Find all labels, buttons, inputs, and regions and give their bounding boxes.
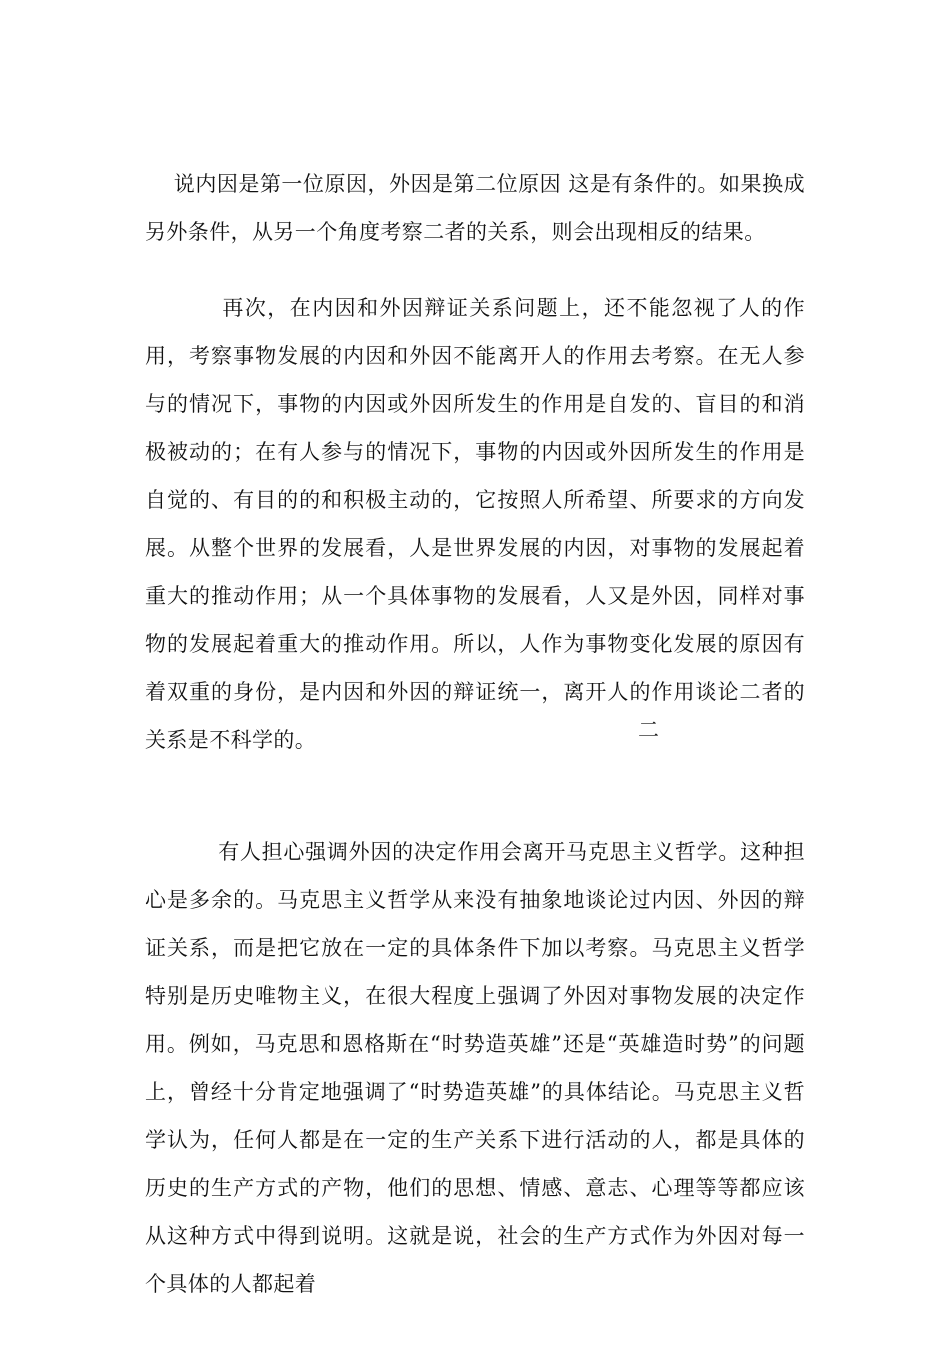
paragraph-text [175,840,219,864]
paragraph-text: 说内因是第一位原因，外因是第二位原因 这是有条件的。如果换成另外条件，从另一个角度考察二者的关系，则会出现相反的结果。 [145,172,805,244]
paragraph-text: 有人担心强调外因的决定作用会离开马克思主义哲学。这种担心是多余的。马克思主义哲学从来没有抽象地谈论过内因、外因的辩证关系，而是把它放在一定的具体条件下加以考察。马克思主义哲学特别是历史唯物主义，在很大程度上强调了外因对事物发展的决定作用。例如，马克思和恩格斯在“时势造英雄”还是“英雄造时势”的问题上，曾经十分肯定地强调了“时势造英雄”的具体结论。马克思主义哲学认为，任何人都是在一定的生产关系下进行活动的人，都是具体的历史的生产方式的产物，他们的思想、情感、意志、心理等等都应该从这种方式中得到说明。这就是说，社会的生产方式作为外因对每一个具体的人都起着 [145,840,805,1296]
section-number: 二 [638,718,659,742]
paragraph-text: 再次，在内因和外因辩证关系问题上，还不能忽视了人的作用，考察事物发展的内因和外因不能离开人的作用去考察。在无人参与的情况下，事物的内因或外因所发生的作用是自发的、盲目的和消极被动的；在有人参与的情况下，事物的内因或外因所发生的作用是自觉的、有目的的和积极主动的，它按照人所希望、所要求的方向发展。从整个世界的发展看，人是世界发展的内因，对事物的发展起着重大的推动作用；从一个具体事物的发展看，人又是外因，同样对事物的发展起着重大的推动作用。所以，人作为事物变化发展的原因有着双重的身份，是内因和外因的辩证统一，离开人的作用谈论二者的关系是不科学的。 [145,296,805,752]
paragraph-human-role [145,236,805,812]
paragraph-text [178,296,223,320]
paragraph-marxist-philosophy [145,780,805,1356]
